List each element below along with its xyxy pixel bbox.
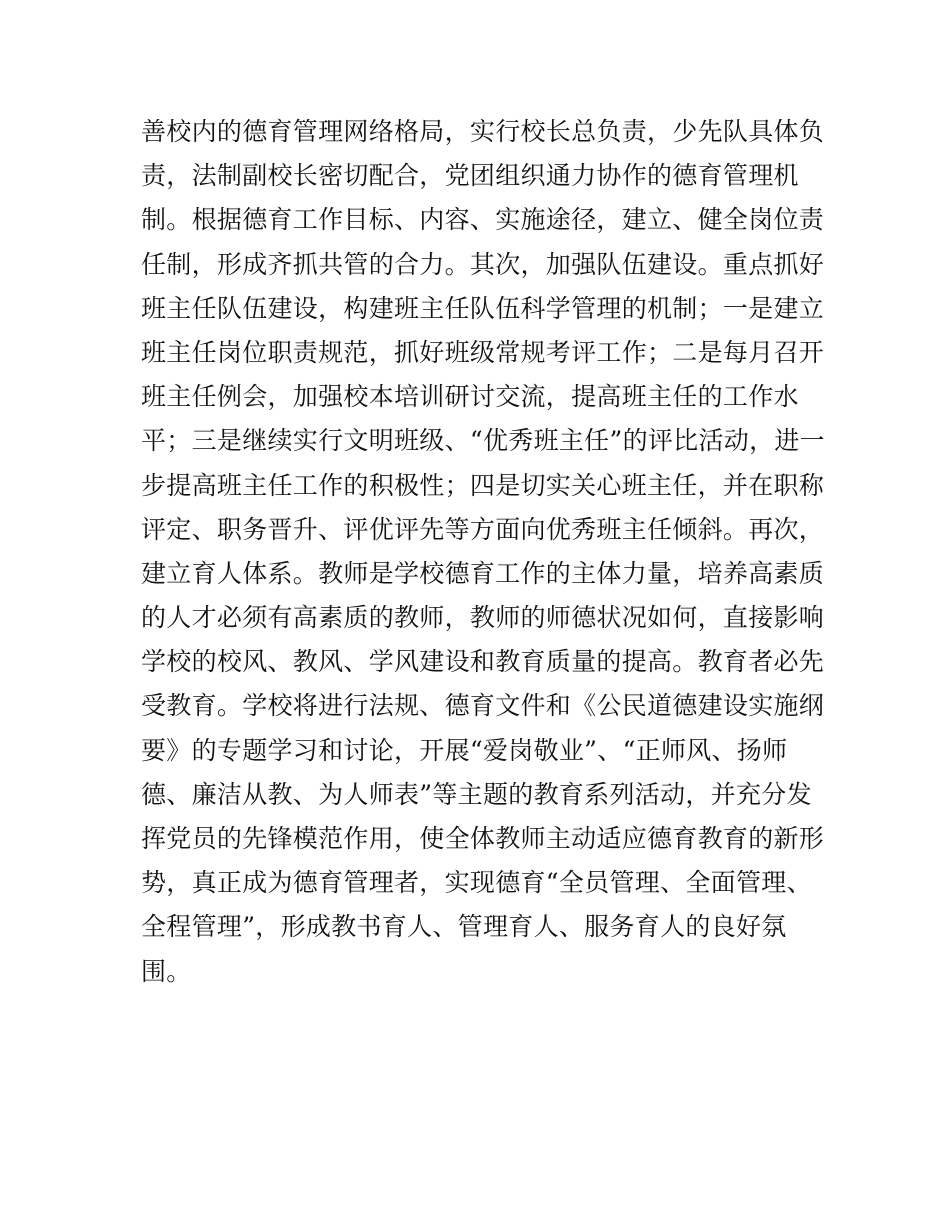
text-line-9: 步提高班主任工作的积极性；四是切实关心班主任，并在职称: [141, 470, 825, 500]
body-paragraph: [141, 110, 831, 994]
text-line-14: 受教育。学校将进行法规、德育文件和《公民道德建设实施纲: [141, 691, 825, 721]
text-line-8: 平；三是继续实行文明班级、“优秀班主任”的评比活动，进一: [141, 426, 825, 456]
text-line-13: 学校的校风、教风、学风建设和教育质量的提高。教育者必先: [141, 647, 825, 677]
text-line-16: 德、廉洁从教、为人师表”等主题的教育系列活动，并充分发: [141, 779, 812, 809]
text-line-10: 评定、职务晋升、评优评先等方面向优秀班主任倾斜。再次，: [141, 514, 825, 544]
text-line-12: 的人才必须有高素质的教师，教师的师德状况如何，直接影响: [141, 603, 825, 633]
text-line-15: 要》的专题学习和讨论，开展“爱岗敬业”、“正师风、扬师: [141, 735, 788, 765]
text-line-4: 任制，形成齐抓共管的合力。其次，加强队伍建设。重点抓好: [141, 249, 825, 279]
text-line-17: 挥党员的先锋模范作用，使全体教师主动适应德育教育的新形: [141, 824, 825, 853]
text-line-6: 班主任岗位职责规范，抓好班级常规考评工作；二是每月召开: [141, 337, 825, 367]
text-line-3: 制。根据德育工作目标、内容、实施途径，建立、健全岗位责: [141, 205, 825, 235]
text-line-1: 善校内的德育管理网络格局，实行校长总负责，少先队具体负: [141, 117, 825, 146]
text-line-5: 班主任队伍建设，构建班主任队伍科学管理的机制；一是建立: [141, 293, 825, 323]
text-line-7: 班主任例会，加强校本培训研讨交流，提高班主任的工作水: [141, 382, 799, 412]
text-line-18: 势，真正成为德育管理者，实现德育“全员管理、全面管理、: [141, 868, 812, 898]
text-line-2: 责，法制副校长密切配合，党团组织通力协作的德育管理机: [141, 161, 799, 191]
text-line-11: 建立育人体系。教师是学校德育工作的主体力量，培养高素质: [141, 558, 825, 588]
text-line-19: 全程管理”，形成教书育人、管理育人、服务育人的良好氛: [141, 912, 787, 942]
text-line-20: 围。: [141, 956, 192, 986]
